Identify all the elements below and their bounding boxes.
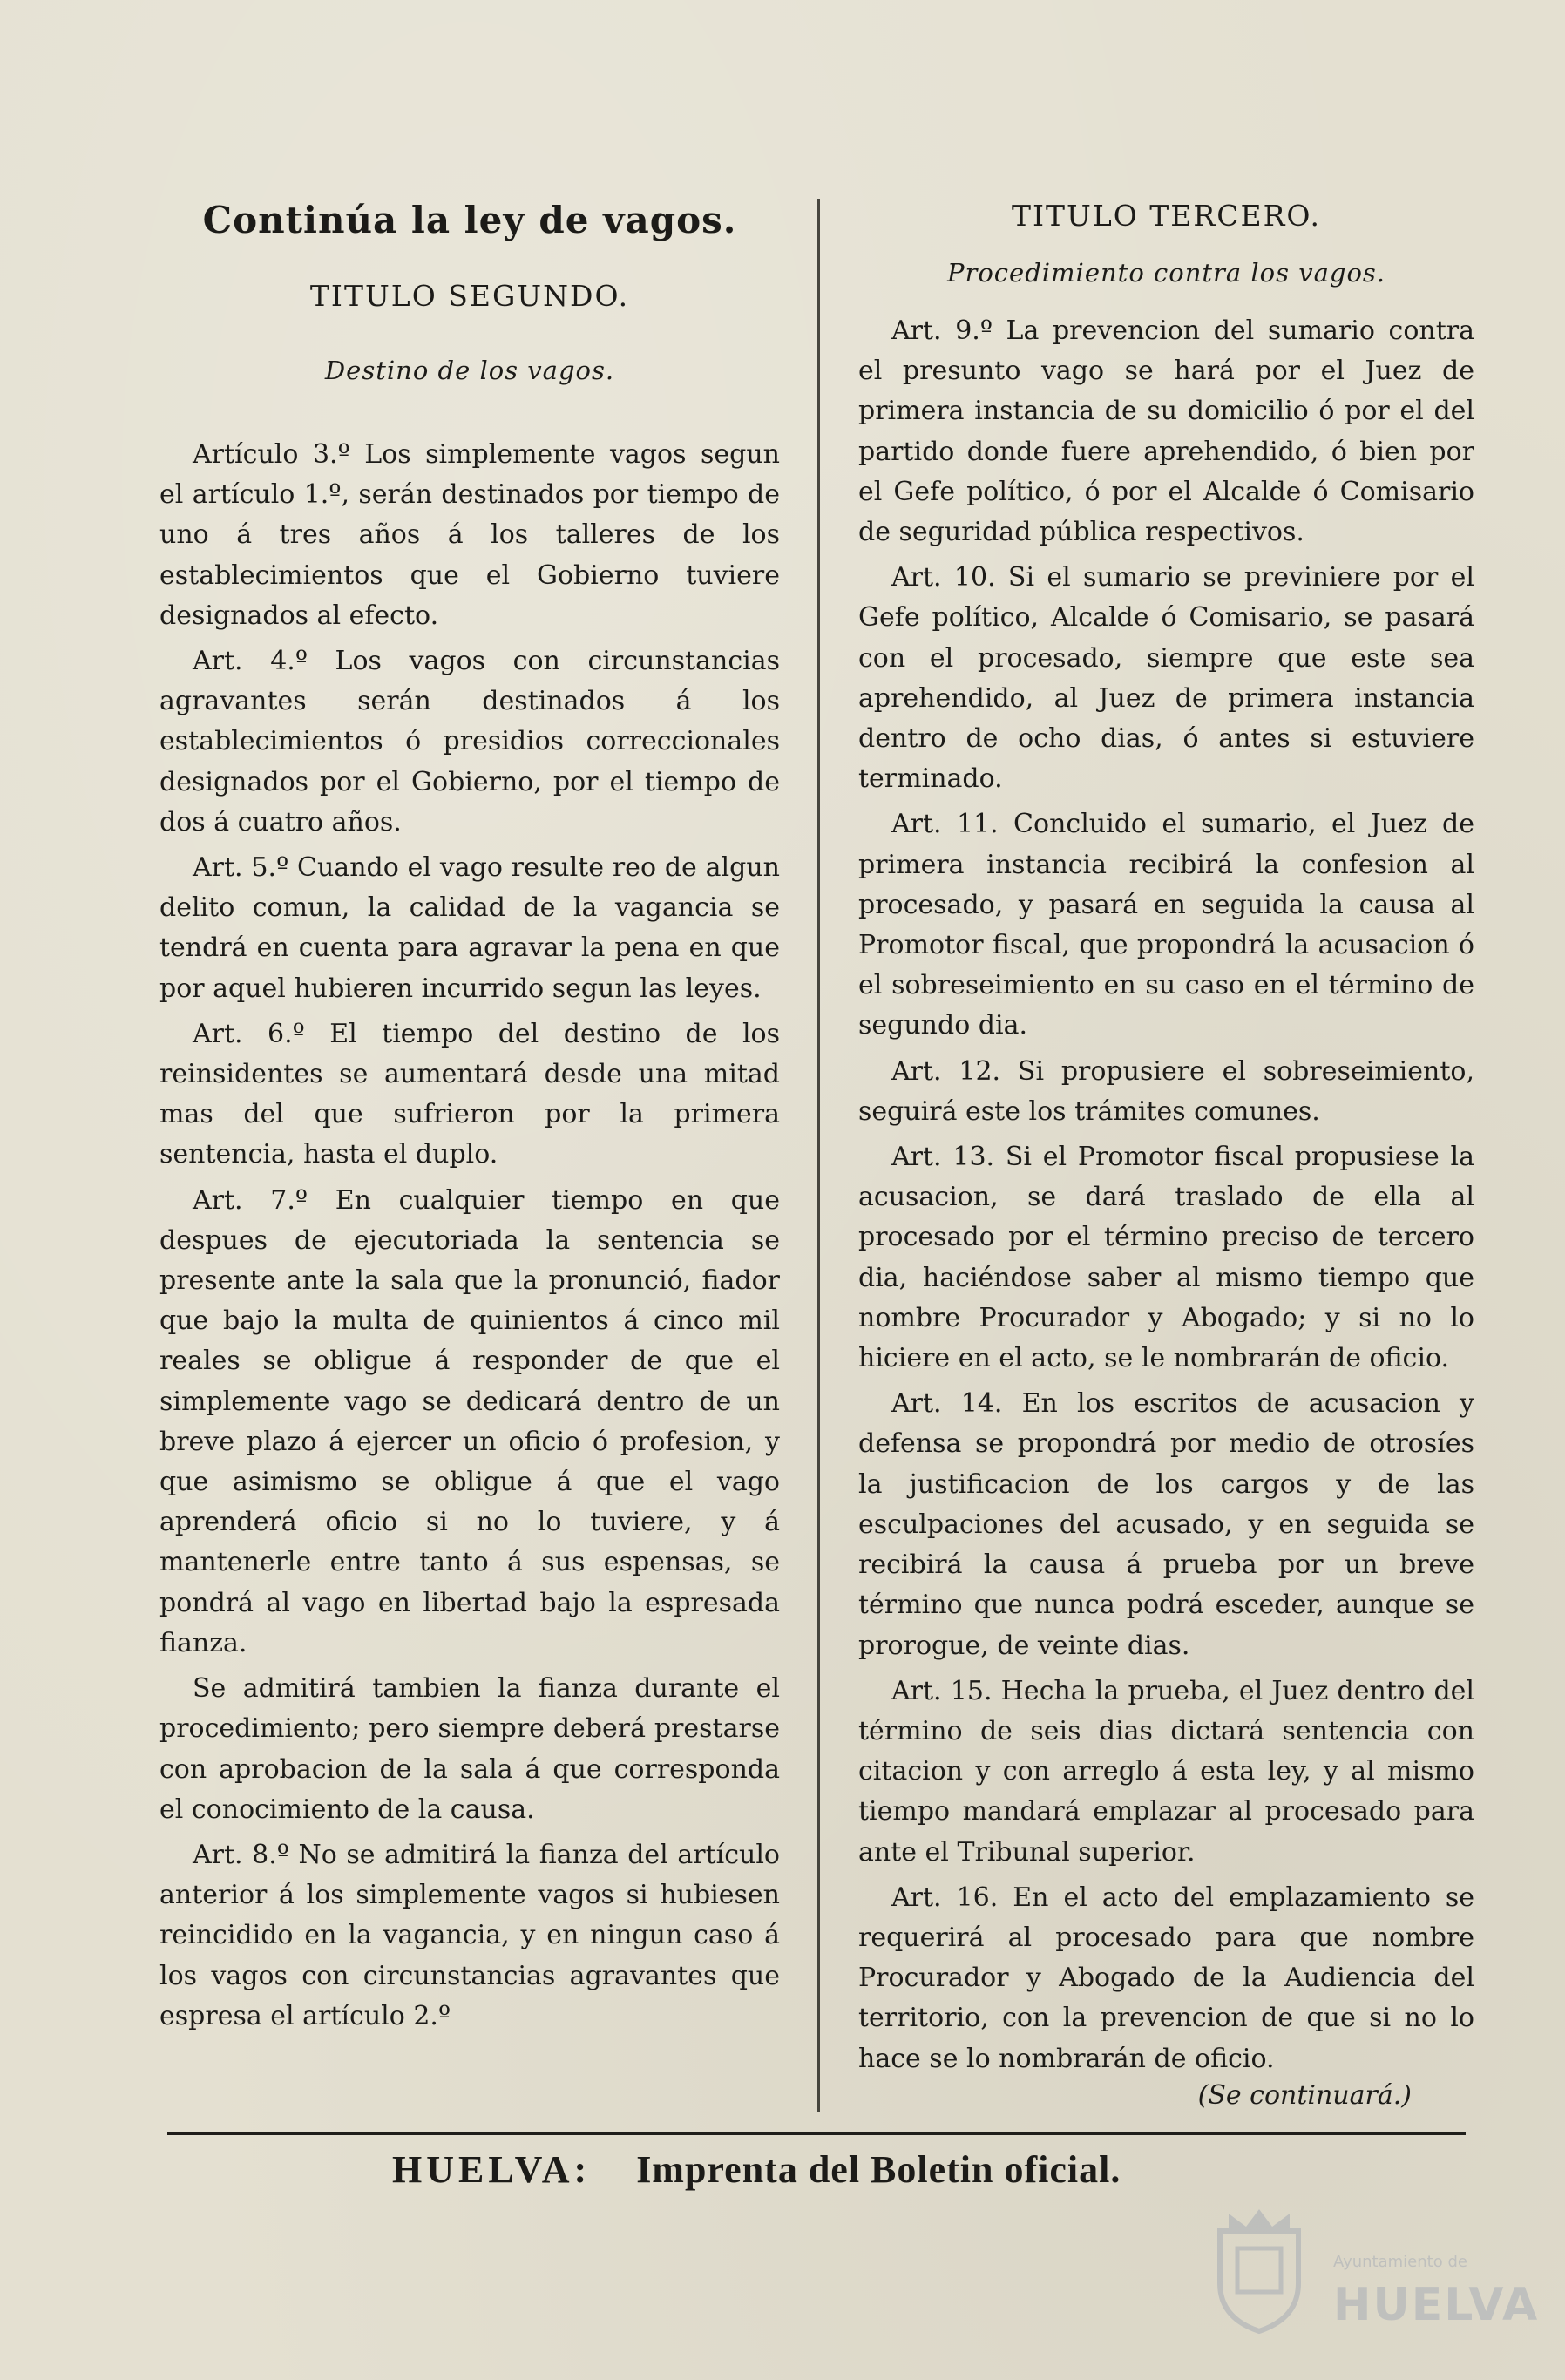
article-12: Art. 12. Si propusiere el sobreseimiento, seguirá este los trámites comunes. <box>858 1055 1474 1127</box>
footer-rule-top <box>167 2132 1466 2135</box>
article-6: Art. 6.º El tiempo del destino de los reinsidentes se aumentará desde una mitad mas del que sufrieron por la primera sentencia, hasta el duplo. <box>159 1018 780 1170</box>
article-8: Art. 8.º No se admitirá la fianza del artículo anterior á los simplemente vagos si hubiesen reincidido en la vagancia, y en ningun caso á los vagos con circunstancias agravantes que espresa el artículo 2.º <box>159 1839 780 2031</box>
imprint-printer: Imprenta del Boletin oficial. <box>636 2148 1121 2191</box>
imprint-footer <box>392 2147 1438 2192</box>
watermark-label: HUELVA <box>1333 2279 1540 2331</box>
article-10: Art. 10. Si el sumario se previniere por el Gefe político, Alcalde ó Comisario, se pasará con el procesado, siempre que este sea aprehendido, al Juez de primera instancia dentro de ocho dias, ó antes si estuviere terminado. <box>858 562 1474 795</box>
article-14: Art. 14. En los escritos de acusacion y defensa se propondrá por medio de otrosíes la justificacion de los cargos y de las esculpaciones del acusado, y en seguida se recibirá la causa á prueba por un breve término que nunca podrá esceder, aunque se prorogue, de veinte dias. <box>858 1388 1474 1661</box>
article-7: Art. 7.º En cualquier tiempo en que despues de ejecutoriada la sentencia se presente ante la sala que la pronunció, fiador que bajo la multa de quinientos á cinco mil reales se obligue á responder de que el simplemente vago se dedicará dentro de un breve plazo á ejercer un oficio ó profesion, y que asimismo se obligue á que el vago aprenderá oficio si no lo tuviere, y á mantenerle entre tanto á sus espensas, se pondrá al vago en libertad bajo la espresada fianza. <box>159 1184 780 1658</box>
section-subtitle-procedimiento: Procedimiento contra los vagos. <box>946 258 1386 288</box>
left-column <box>159 179 780 2042</box>
article-5: Art. 5.º Cuando el vago resulte reo de algun delito comun, la calidad de la vagancia se tendrá en cuenta para agravar la pena en que por aquel hubieren incurrido segun las leyes. <box>159 852 780 1004</box>
continuation-note: (Se continuará.) <box>1197 2080 1412 2111</box>
coat-of-arms-icon <box>1203 2205 1316 2336</box>
watermark-small-text: Ayuntamiento de <box>1333 2253 1467 2271</box>
section-subtitle-destino: Destino de los vagos. <box>324 356 615 385</box>
article-3: Artículo 3.º Los simplemente vagos segun el artículo 1.º, serán destinados por tiempo de uno á tres años á los talleres de los establecimientos que el Gobierno tuviere designados al efecto. <box>159 439 780 631</box>
article-15: Art. 15. Hecha la prueba, el Juez dentro del término de seis dias dictará sentencia con citacion y con arreglo á esta ley, y al mismo tiempo mandará emplazar al procesado para ante el Tribunal superior. <box>858 1675 1474 1868</box>
section-title-segundo: TITULO SEGUNDO. <box>309 279 630 313</box>
article-4: Art. 4.º Los vagos con circunstancias agravantes serán destinados á los establecimientos ó presidios correccionales designados por el Gobierno, por el tiempo de dos á cuatro años. <box>159 646 780 837</box>
right-column <box>858 179 1474 2085</box>
column-divider <box>817 199 820 2112</box>
article-16: Art. 16. En el acto del emplazamiento se requerirá al procesado para que nombre Procurador y Abogado de la Audiencia del territorio, con la prevencion de que si no lo hace se lo nombrarán de oficio. <box>858 1882 1474 2074</box>
main-title: Continúa la ley de vagos. <box>202 199 737 241</box>
article-7-paragraph-2: Se admitirá tambien la fianza durante el procedimiento; pero siempre deberá prestarse con aprobacion de la sala á que corresponda el conocimiento de la causa. <box>159 1673 780 1825</box>
bleed-through-text <box>183 113 196 158</box>
archive-watermark <box>1203 2205 1540 2336</box>
article-13: Art. 13. Si el Promotor fiscal propusiese la acusacion, se dará traslado de ella al procesado por el término preciso de tercero dia, haciéndose saber al mismo tiempo que nombre Procurador y Abogado; y si no lo hiciere en el acto, se le nombrarán de oficio. <box>858 1142 1474 1374</box>
article-9: Art. 9.º La prevencion del sumario contra el presunto vago se hará por el Juez de primera instancia de su domicilio ó por el del partido donde fuere aprehendido, ó bien por el Gefe político, ó por el Alcalde ó Comisario de seguridad pública respectivos. <box>858 315 1474 548</box>
article-11: Art. 11. Concluido el sumario, el Juez de primera instancia recibirá la confesion al procesado, y pasará en seguida la causa al Promotor fiscal, que propondrá la acusacion ó el sobreseimiento en su caso en el término de segundo dia. <box>858 809 1474 1041</box>
imprint-city: HUELVA: <box>392 2148 592 2191</box>
section-title-tercero: TITULO TERCERO. <box>1011 199 1322 233</box>
